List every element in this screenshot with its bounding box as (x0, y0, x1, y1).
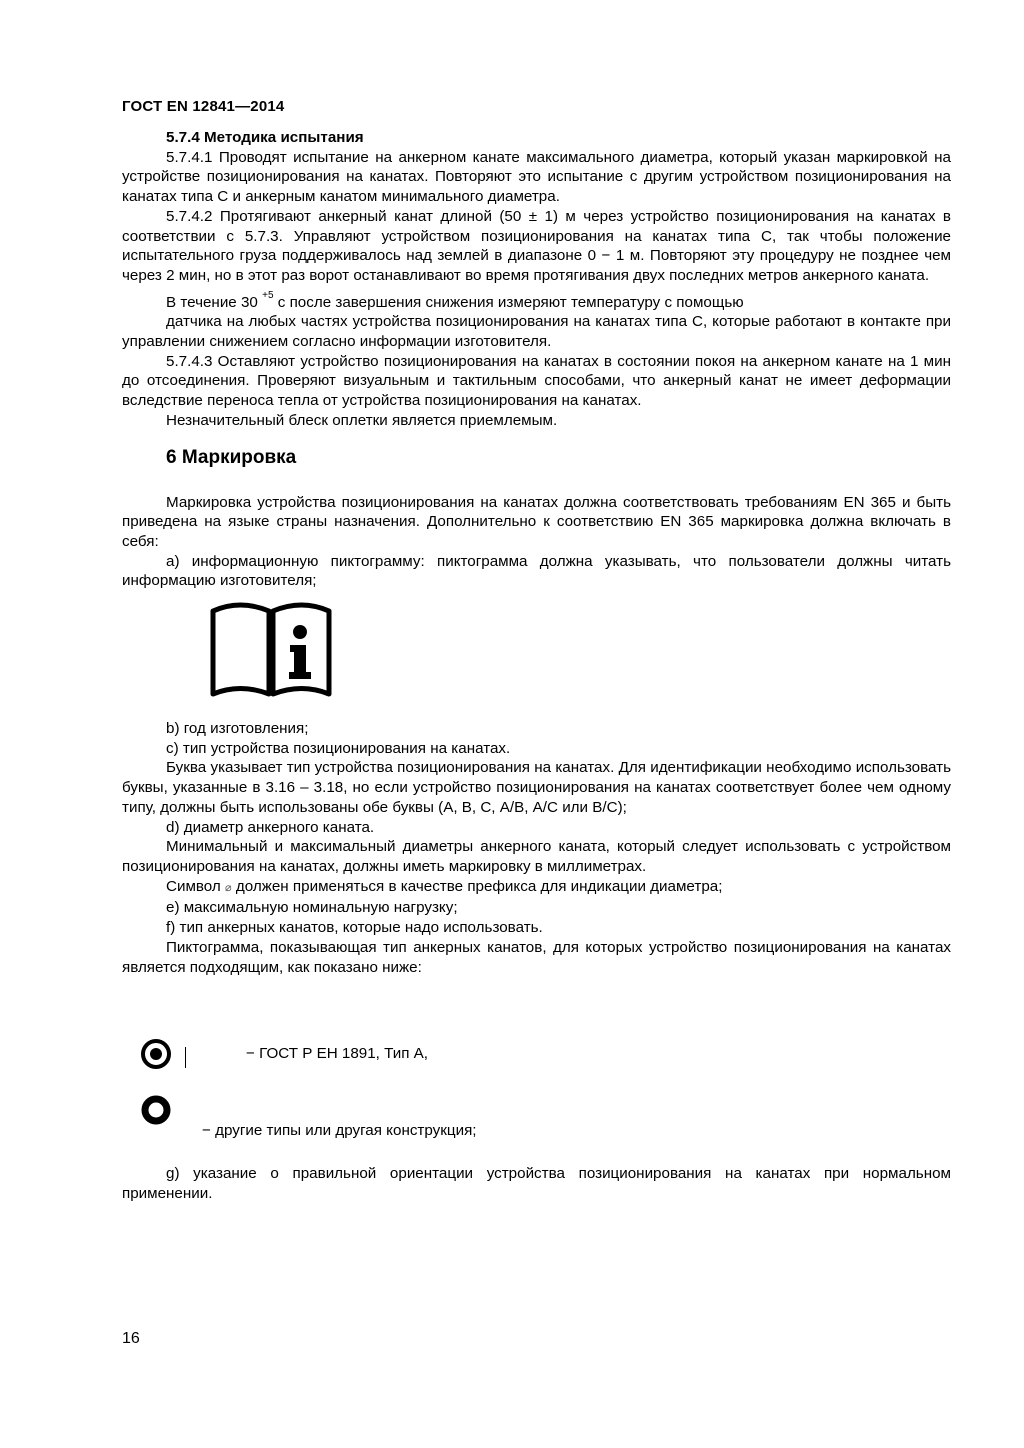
subsection-heading-5-7-4: 5.7.4 Методика испытания (166, 129, 364, 146)
paragraph-temperature (122, 286, 951, 313)
trailing-content (122, 1164, 951, 1203)
separator-bar (185, 1047, 186, 1068)
temperature-text-b: с после завершения снижения измеряют температуру с помощью (277, 293, 744, 311)
symbol-text-b: должен применяться в качестве префикса для индикации диаметра; (235, 877, 723, 895)
rope-other-type-icon (140, 1094, 172, 1126)
paragraph-marking-intro: Маркировка устройства позиционирования на канатах должна соответствовать требованиям EN 365 и быть приведена на языке страны назначения. Дополнительно к соответствию EN 365 маркировка должна включать в себя: (122, 493, 951, 550)
rope-type-a-icon (140, 1038, 172, 1070)
paragraph-diameters: Минимальный и максимальный диаметры анкерного каната, который следует использовать с устройством позиционирования на канатах, должны иметь маркировку в миллиметрах. (122, 838, 951, 875)
tolerance-superscript: +5 (262, 289, 274, 301)
paragraph-sensor: датчика на любых частях устройства позиционирования на канатах типа С, которые работают в контакте при управлении снижением согласно информации изготовителя. (122, 313, 951, 351)
info-book-icon (210, 601, 332, 697)
page-number: 16 (122, 1330, 140, 1347)
list-item-d: d) диаметр анкерного каната. (166, 818, 375, 836)
diameter-symbol-icon: ⌀ (225, 881, 232, 894)
list-item-b: b) год изготовления; (166, 720, 309, 738)
paragraph-rope-pictogram: Пиктограмма, показывающая тип анкерных канатов, для которых устройство позиционирования на канатах является подходящим, как показано ниже: (122, 938, 951, 976)
paragraph-5-7-4-3: 5.7.4.3 Оставляют устройство позиционирования на канатах в состоянии покоя на анкерном канате на 1 мин до отсоединения. Проверяют визуальным и тактильным способами, что анкерный канат не имеет деформации вследствие переноса тепла от устройства позиционирования на канатах. (122, 352, 951, 410)
list-item-e: е) максимальную номинальную нагрузку; (166, 899, 458, 917)
paragraph-sheen: Незначительный блеск оплетки является приемлемым. (166, 411, 558, 429)
list-item-f: f) тип анкерных канатов, которые надо использовать. (166, 919, 543, 937)
list-item-a: а) информационную пиктограмму: пиктограмма должна указывать, что пользователи должны читать информацию изготовителя; (122, 552, 951, 590)
info-pictogram-container (122, 597, 951, 719)
list-item-g: g) указание о правильной ориентации устройства позиционирования на канатах при нормальном применении. (122, 1165, 951, 1202)
paragraph-diameter-symbol (122, 877, 951, 899)
paragraph-5-7-4-2: 5.7.4.2 Протягивают анкерный канат длиной (50 ± 1) м через устройство позиционирования на канатах в соответствии с 5.7.3. Управляют устройством позиционирования на канатах типа С, так чтобы положение испытательного груза поддерживалось над землей в диапазоне 0 − 1 м. Повторяют эту процедуру не позднее чем через 2 мин, но в этот раз ворот останавливают во время протягивания двух последних метров анкерного каната. (122, 207, 951, 284)
section-heading-6: 6 Маркировка (166, 446, 297, 468)
symbol-text-a: Символ (166, 877, 221, 895)
temperature-text-a: В течение 30 (166, 293, 258, 311)
list-item-c: с) тип устройства позиционирования на канатах. (166, 739, 511, 757)
rope-other-type-label: − другие типы или другая конструкция; (202, 1122, 477, 1139)
rope-type-a-label: − ГОСТ Р ЕН 1891, Тип А, (246, 1045, 429, 1062)
paragraph-5-7-4-1: 5.7.4.1 Проводят испытание на анкерном канате максимального диаметра, который указан маркировкой на устройстве позиционирования на канатах. Повторяют это испытание с другим устройством позиционирования на канатах типа С и анкерным канатом минимального диаметра. (122, 148, 951, 206)
document-header: ГОСТ EN 12841—2014 (122, 98, 285, 115)
paragraph-type-letters: Буква указывает тип устройства позиционирования на канатах. Для идентификации необходимо использовать буквы, указанные в 3.16 – 3.18, но если устройство позиционирования на канатах соответствует более чем одному типу, должны быть использованы обе буквы (А, В, С, А/В, А/С или В/С); (122, 759, 951, 816)
main-content (122, 128, 951, 977)
